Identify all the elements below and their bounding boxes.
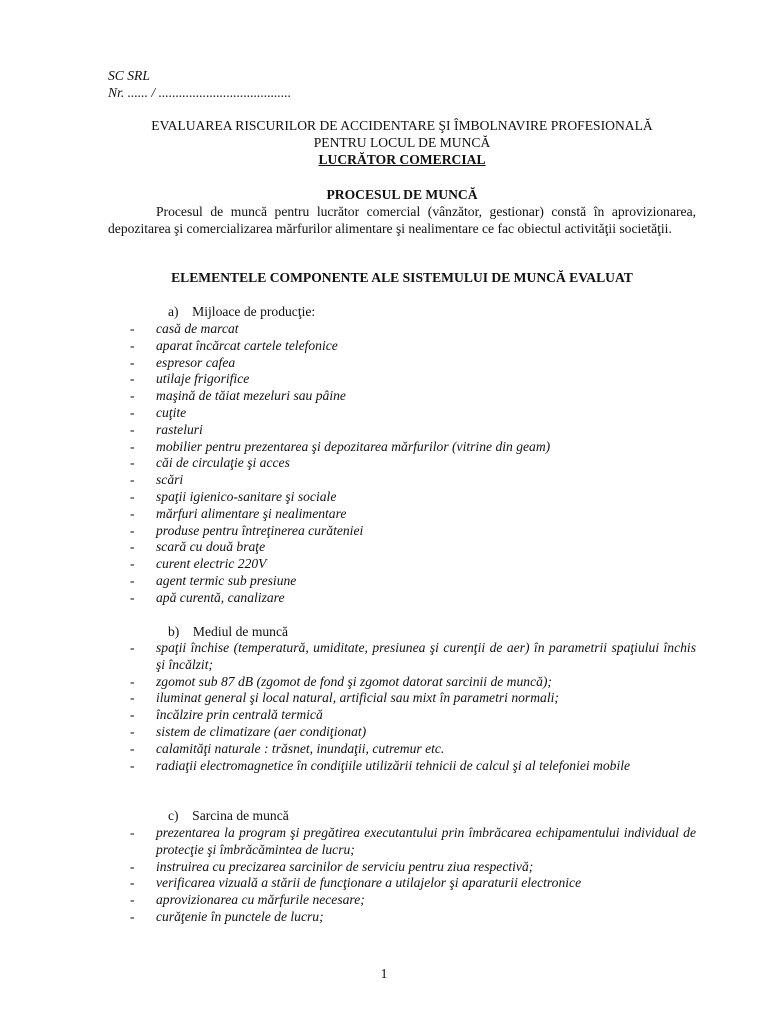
list-item-text: scări (156, 472, 184, 488)
list-item-text: instruirea cu precizarea sarcinilor de serviciu pentru ziua respectivă; (156, 858, 534, 874)
list-item (130, 539, 696, 556)
list-item-text: aprovizionarea cu mărfurile necesare; (156, 892, 365, 908)
list-item (130, 506, 696, 523)
list-item (130, 523, 696, 540)
bullet-dash: - (130, 539, 135, 555)
list-item (130, 489, 696, 506)
title-line-1: EVALUAREA RISCURILOR DE ACCIDENTARE ŞI ÎMBOLNAVIRE PROFESIONALĂ (151, 118, 653, 133)
list-item (130, 556, 696, 573)
list-item-text: mobilier pentru prezentarea şi depozitarea mărfurilor (vitrine din geam) (156, 438, 551, 454)
list-item-text: iluminat general şi local natural, artificial sau mixt în parametri normali; (156, 690, 559, 706)
list-item-text: curăţenie în punctele de lucru; (156, 908, 324, 924)
bullet-dash: - (130, 421, 135, 437)
bullet-dash: - (130, 825, 135, 840)
elements-heading: ELEMENTELE COMPONENTE ALE SISTEMULUI DE MUNCĂ EVALUAT (171, 270, 633, 285)
list-item-text: scară cu două braţe (156, 539, 266, 555)
list-item-text: maşină de tăiat mezeluri sau pâine (156, 388, 346, 404)
list-item-text: utilaje frigorifice (156, 371, 250, 387)
bullet-dash: - (130, 404, 135, 420)
bullet-dash: - (130, 321, 135, 336)
bullet-dash: - (130, 472, 135, 488)
bullet-dash: - (130, 371, 135, 387)
company-name: SC SRL (108, 68, 150, 83)
bullet-dash: - (130, 908, 135, 924)
title-line-2: PENTRU LOCUL DE MUNCĂ (313, 135, 491, 150)
bullet-dash: - (130, 690, 135, 706)
list-item (130, 674, 696, 691)
list-item-text: apă curentă, canalizare (156, 589, 285, 605)
list-item-text: curent electric 220V (156, 556, 267, 572)
list-item (130, 422, 696, 439)
list-item (130, 892, 696, 909)
list-item (130, 758, 696, 775)
list-item (130, 707, 696, 724)
bullet-dash: - (130, 455, 135, 471)
list-item-text: spaţii închise (temperatură, umiditate, presiunea şi curenţii de aer) în parametrii spaţiului închis şi încălzit; (156, 640, 696, 672)
list-item (130, 573, 696, 590)
document-number: Nr. ...... / ....................................... (108, 85, 292, 100)
bullet-dash: - (130, 556, 135, 572)
bullet-dash: - (130, 522, 135, 538)
process-heading: PROCESUL DE MUNCĂ (326, 187, 478, 202)
bullet-dash: - (130, 757, 135, 773)
list-item (130, 371, 696, 388)
list-item (130, 690, 696, 707)
list-item-text: cuţite (156, 404, 187, 420)
list-item-text: mărfuri alimentare şi nealimentare (156, 505, 347, 521)
bullet-dash: - (130, 337, 135, 353)
list-item-text: produse pentru întreţinerea curăteniei (156, 522, 364, 538)
list-item-text: rasteluri (156, 421, 203, 437)
list-item (130, 724, 696, 741)
section-a-list (130, 321, 696, 607)
list-item-text: încălzire prin centrală termică (156, 707, 323, 723)
bullet-dash: - (130, 858, 135, 874)
list-item-text: aparat încărcat cartele telefonice (156, 337, 338, 353)
list-item (130, 405, 696, 422)
list-item (130, 338, 696, 355)
process-paragraph: Procesul de muncă pentru lucrător comercial (vânzător, gestionar) constă în aprovizionarea, depozitarea şi comercializarea mărfurilor alimentare şi nealimentare ce fac obiectul activităţii societăţii. (108, 204, 696, 236)
list-item (130, 875, 696, 892)
list-item (130, 472, 696, 489)
section-a-label: a) Mijloace de producţie: (168, 304, 316, 319)
bullet-dash: - (130, 673, 135, 689)
list-item-text: prezentarea la program şi pregătirea executantului prin îmbrăcarea echipamentului individual de protecţie şi îmbrăcămintea de lucru; (156, 825, 696, 857)
list-item (130, 859, 696, 876)
section-c-label: c) Sarcina de muncă (168, 808, 289, 823)
bullet-dash: - (130, 740, 135, 756)
list-item (130, 825, 696, 859)
page-number: 1 (380, 966, 388, 981)
section-b-list (130, 640, 696, 774)
section-b-label: b) Mediul de muncă (168, 624, 289, 639)
bullet-dash: - (130, 640, 135, 655)
bullet-dash: - (130, 875, 135, 891)
list-item-text: zgomot sub 87 dB (zgomot de fond şi zgomot datorat sarcinii de muncă); (156, 673, 552, 689)
list-item-text: verificarea vizuală a stării de funcţionare a utilajelor şi aparaturii electronice (156, 875, 582, 891)
list-item (130, 590, 696, 607)
list-item-text: spaţii igienico-sanitare şi sociale (156, 488, 337, 504)
list-item (130, 909, 696, 926)
bullet-dash: - (130, 707, 135, 723)
list-item (130, 321, 696, 338)
list-item (130, 439, 696, 456)
bullet-dash: - (130, 723, 135, 739)
list-item (130, 355, 696, 372)
list-item-text: espresor cafea (156, 354, 236, 370)
list-item-text: calamităţi naturale : trăsnet, inundaţii, cutremur etc. (156, 740, 445, 756)
bullet-dash: - (130, 438, 135, 454)
bullet-dash: - (130, 488, 135, 504)
bullet-dash: - (130, 892, 135, 908)
bullet-dash: - (130, 572, 135, 588)
section-c-list (130, 825, 696, 926)
list-item-text: agent termic sub presiune (156, 572, 297, 588)
title-job: LUCRĂTOR COMERCIAL (318, 152, 486, 167)
bullet-dash: - (130, 354, 135, 370)
list-item (130, 388, 696, 405)
list-item (130, 741, 696, 758)
list-item (130, 455, 696, 472)
bullet-dash: - (130, 505, 135, 521)
bullet-dash: - (130, 589, 135, 605)
list-item-text: sistem de climatizare (aer condiţionat) (156, 723, 367, 739)
list-item-text: radiaţii electromagnetice în condiţiile utilizării tehnicii de calcul şi al telefoniei mobile (156, 757, 631, 773)
list-item (130, 640, 696, 674)
bullet-dash: - (130, 388, 135, 404)
list-item-text: căi de circulaţie şi acces (156, 455, 290, 471)
list-item-text: casă de marcat (156, 321, 239, 336)
